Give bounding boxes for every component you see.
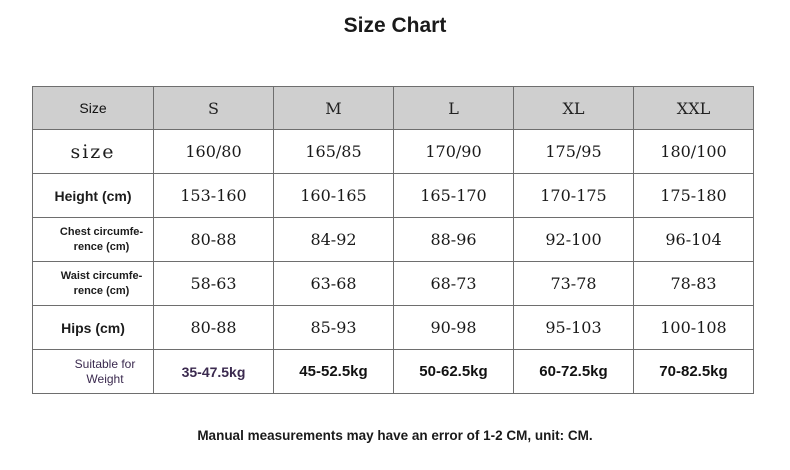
row-label-size: size: [33, 130, 154, 174]
header-size-l: L: [394, 87, 514, 130]
row-label-line: Suitable for: [74, 356, 136, 371]
table-cell: 84-92: [274, 218, 394, 262]
table-cell: 58-63: [154, 262, 274, 306]
header-size-m: M: [274, 87, 394, 130]
table-row-weight: [33, 350, 754, 394]
header-size-label: Size: [33, 87, 154, 130]
table-cell: 165-170: [394, 174, 514, 218]
table-cell: 175/95: [514, 130, 634, 174]
header-row: [33, 87, 754, 130]
table-cell: 180/100: [634, 130, 754, 174]
header-size-xxl: XXL: [634, 87, 754, 130]
table-row-hips: [33, 306, 754, 350]
table-cell: 50-62.5kg: [394, 350, 514, 394]
page-title: Size Chart: [343, 14, 447, 37]
table-cell: 100-108: [634, 306, 754, 350]
row-label-line: rence (cm): [73, 240, 130, 253]
table-cell: 35-47.5kg: [154, 350, 274, 394]
table-cell: 80-88: [154, 306, 274, 350]
table-cell: 170-175: [514, 174, 634, 218]
row-label-line: Chest circumfe-: [59, 225, 144, 238]
table-cell: 90-98: [394, 306, 514, 350]
table-cell: 60-72.5kg: [514, 350, 634, 394]
table-row-chest: [33, 218, 754, 262]
table-cell: 80-88: [154, 218, 274, 262]
table-cell: 92-100: [514, 218, 634, 262]
row-label-hips: Hips (cm): [33, 306, 154, 350]
table-cell: 78-83: [634, 262, 754, 306]
table-cell: 96-104: [634, 218, 754, 262]
table-cell: 85-93: [274, 306, 394, 350]
footnote: Manual measurements may have an error of 1-2 CM, unit: CM.: [197, 428, 593, 443]
table-row-waist: [33, 262, 754, 306]
table-cell: 45-52.5kg: [274, 350, 394, 394]
table-cell: 175-180: [634, 174, 754, 218]
row-label-waist: [33, 262, 154, 306]
header-size-s: S: [154, 87, 274, 130]
table-row-height: [33, 174, 754, 218]
table-cell: 68-73: [394, 262, 514, 306]
row-label-height: Height (cm): [33, 174, 154, 218]
row-label-line: Waist circumfe-: [60, 269, 143, 282]
table-cell: 160-165: [274, 174, 394, 218]
table-cell: 88-96: [394, 218, 514, 262]
table-cell: 165/85: [274, 130, 394, 174]
size-chart-table: [32, 86, 754, 394]
table-cell: 73-78: [514, 262, 634, 306]
row-label-weight: [33, 350, 154, 394]
table-row-size: [33, 130, 754, 174]
table-cell: 70-82.5kg: [634, 350, 754, 394]
table-cell: 63-68: [274, 262, 394, 306]
table-cell: 95-103: [514, 306, 634, 350]
row-label-line: rence (cm): [73, 284, 130, 297]
table-cell: 153-160: [154, 174, 274, 218]
table-cell: 160/80: [154, 130, 274, 174]
table-cell: 170/90: [394, 130, 514, 174]
row-label-chest: [33, 218, 154, 262]
row-label-line: Weight: [86, 371, 124, 386]
header-size-xl: XL: [514, 87, 634, 130]
